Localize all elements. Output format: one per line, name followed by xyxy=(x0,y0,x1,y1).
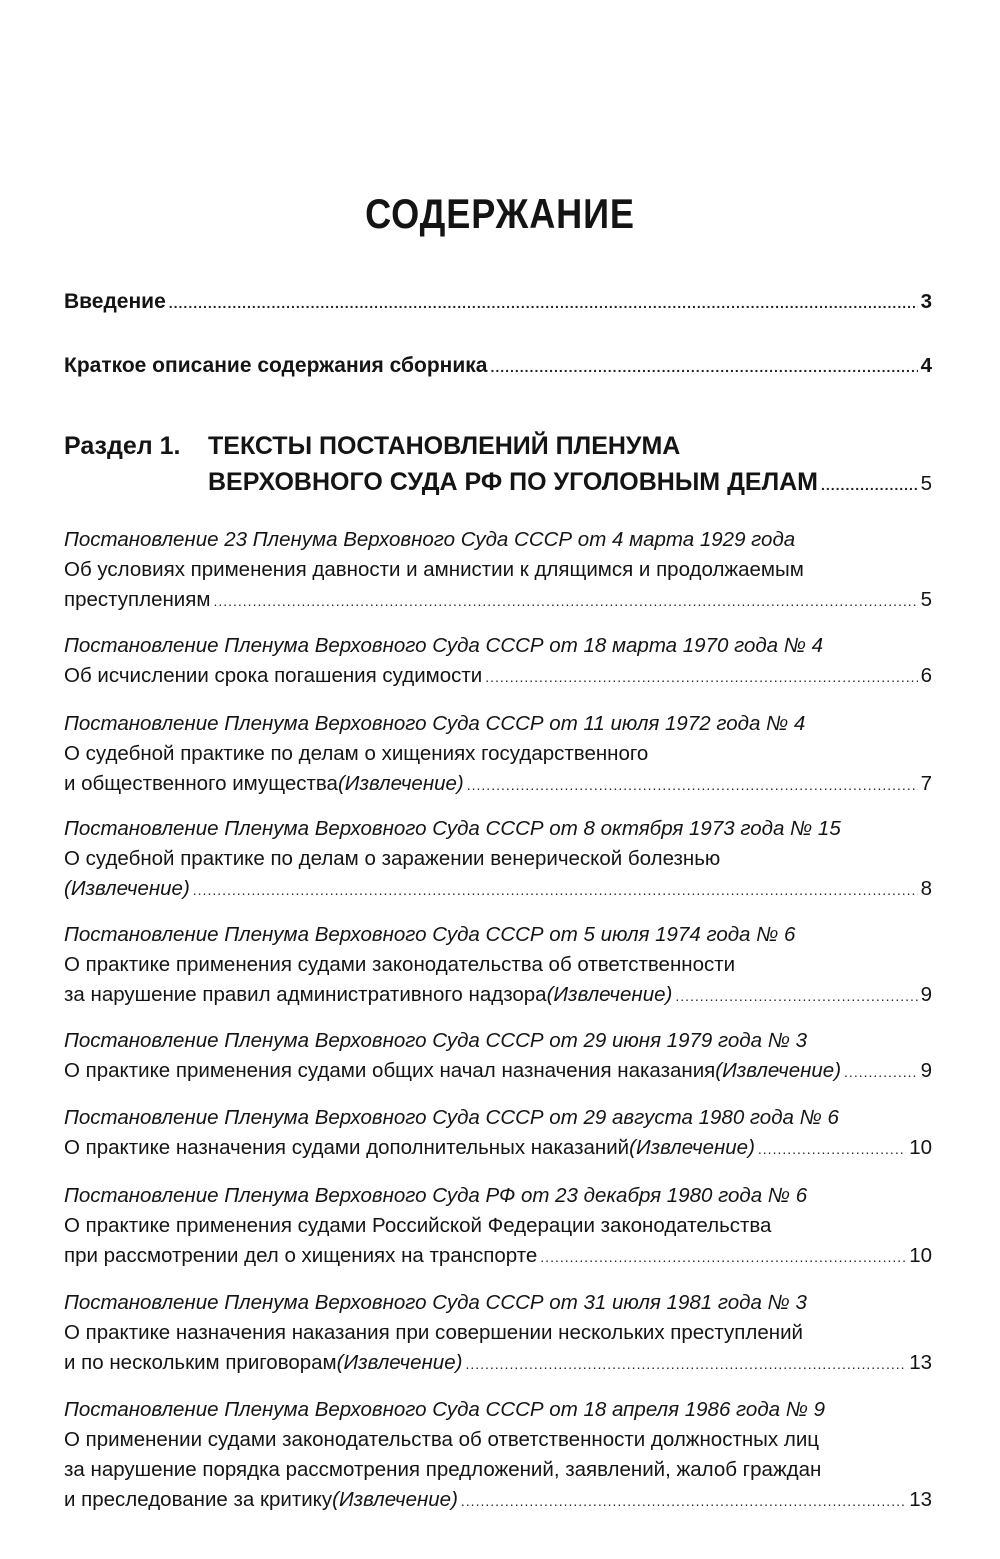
toc-entry-7[interactable] xyxy=(64,1136,932,1160)
entry-note: (Извлечение) xyxy=(715,1059,842,1082)
entry-title-line: Об условиях применения давности и амнистии к длящимся и продолжаемым xyxy=(64,558,804,581)
page-number: 9 xyxy=(920,1059,932,1082)
entry-title-last: и по нескольким приговорам xyxy=(64,1351,337,1374)
page-number: 6 xyxy=(920,664,932,687)
leader-dots xyxy=(169,295,918,311)
toc-entry-3[interactable] xyxy=(64,772,932,796)
entry-heading: Постановление Пленума Верховного Суда СССР от 31 июля 1981 года № 3 xyxy=(64,1291,807,1314)
entry-title-line: О практике применения судами законодательства об ответственности xyxy=(64,953,736,976)
page-number: 8 xyxy=(920,877,932,900)
page-number: 5 xyxy=(920,472,932,495)
entry-title-last: при рассмотрении дел о хищениях на транспорте xyxy=(64,1244,538,1267)
entry-title-line: О применении судами законодательства об ответственности должностных лиц xyxy=(64,1428,820,1451)
leader-dots xyxy=(490,359,917,375)
leader-dots xyxy=(193,882,918,898)
leader-dots xyxy=(465,1356,906,1372)
page-number: 3 xyxy=(920,290,932,313)
entry-heading: Постановление Пленума Верховного Суда РФ от 23 декабря 1980 года № 6 xyxy=(64,1184,808,1207)
leader-dots xyxy=(467,777,918,793)
entry-heading: Постановление Пленума Верховного Суда СССР от 8 октября 1973 года № 15 xyxy=(64,817,841,840)
entry-note: (Извлечение) xyxy=(336,1351,463,1374)
toc-entry-6[interactable] xyxy=(64,1059,932,1083)
entry-heading: Постановление 23 Пленума Верховного Суда СССР от 4 марта 1929 года xyxy=(64,528,796,551)
section-label: Раздел 1. xyxy=(64,432,181,460)
page-number: 4 xyxy=(920,354,932,377)
toc-entry-4[interactable] xyxy=(64,877,932,901)
leader-dots xyxy=(540,1249,906,1265)
entry-heading: Постановление Пленума Верховного Суда СССР от 5 июля 1974 года № 6 xyxy=(64,923,796,946)
entry-note: (Извлечение) xyxy=(546,983,673,1006)
toc-entry-9[interactable] xyxy=(64,1351,932,1375)
toc-entry-intro[interactable] xyxy=(64,290,932,314)
entry-heading: Постановление Пленума Верховного Суда СССР от 11 июля 1972 года № 4 xyxy=(64,712,806,735)
page-title: СОДЕРЖАНИЕ xyxy=(365,190,635,237)
toc-entry-5[interactable] xyxy=(64,983,932,1007)
entry-title-last: О практике назначения судами дополнительных наказаний xyxy=(64,1136,630,1159)
entry-heading: Постановление Пленума Верховного Суда СССР от 18 апреля 1986 года № 9 xyxy=(64,1398,826,1421)
entry-title-line: О практике применения судами Российской Федерации законодательства xyxy=(64,1214,772,1237)
page-number: 13 xyxy=(909,1488,932,1511)
entry-note: (Извлечение) xyxy=(629,1136,755,1159)
section-title-line1: ТЕКСТЫ ПОСТАНОВЛЕНИЙ ПЛЕНУМА xyxy=(208,432,681,460)
page-number: 10 xyxy=(909,1136,932,1159)
toc-entry-label: Краткое описание содержания сборника xyxy=(64,354,488,377)
page-number: 10 xyxy=(909,1244,932,1267)
entry-title-last: О практике применения судами общих начал назначения наказания xyxy=(64,1059,716,1082)
entry-title-last: за нарушение правил административного надзора xyxy=(64,983,547,1006)
page-number: 7 xyxy=(920,772,932,795)
leader-dots xyxy=(675,988,917,1004)
entry-heading: Постановление Пленума Верховного Суда СССР от 29 августа 1980 года № 6 xyxy=(64,1106,839,1129)
entry-note: (Извлечение) xyxy=(64,877,190,900)
leader-dots xyxy=(485,669,917,685)
entry-title-line: за нарушение порядка рассмотрения предложений, заявлений, жалоб граждан xyxy=(64,1458,822,1481)
entry-heading: Постановление Пленума Верховного Суда СССР от 18 марта 1970 года № 4 xyxy=(64,634,824,657)
leader-dots xyxy=(758,1141,906,1157)
entry-note: (Извлечение) xyxy=(337,772,464,795)
entry-title-line: О практике назначения наказания при совершении нескольких преступлений xyxy=(64,1321,803,1344)
entry-title-last: преступлениям xyxy=(64,588,211,611)
toc-entry-label: Введение xyxy=(64,290,166,313)
toc-entry-2[interactable] xyxy=(64,664,932,688)
entry-title-last: и преследование за критику xyxy=(64,1488,333,1511)
page-number: 13 xyxy=(909,1351,932,1374)
leader-dots xyxy=(213,593,917,609)
leader-dots xyxy=(844,1064,918,1080)
entry-title-line: О судебной практике по делам о хищениях государственного xyxy=(64,742,649,765)
leader-dots xyxy=(821,477,918,493)
toc-entry-10[interactable] xyxy=(64,1488,932,1512)
toc-entry-section-1[interactable] xyxy=(208,468,932,497)
entry-title-last: и общественного имущества xyxy=(64,772,338,795)
entry-title-line: О судебной практике по делам о заражении венерической болезнью xyxy=(64,847,721,870)
page-number: 9 xyxy=(920,983,932,1006)
toc-entry-1[interactable] xyxy=(64,588,932,612)
entry-title-last: Об исчислении срока погашения судимости xyxy=(64,664,483,687)
page-number: 5 xyxy=(920,588,932,611)
entry-heading: Постановление Пленума Верховного Суда СССР от 29 июня 1979 года № 3 xyxy=(64,1029,808,1052)
entry-note: (Извлечение) xyxy=(332,1488,458,1511)
toc-entry-8[interactable] xyxy=(64,1244,932,1268)
leader-dots xyxy=(461,1493,906,1509)
section-title-line2: ВЕРХОВНОГО СУДА РФ ПО УГОЛОВНЫМ ДЕЛАМ xyxy=(208,468,818,496)
toc-entry-summary[interactable] xyxy=(64,354,932,378)
